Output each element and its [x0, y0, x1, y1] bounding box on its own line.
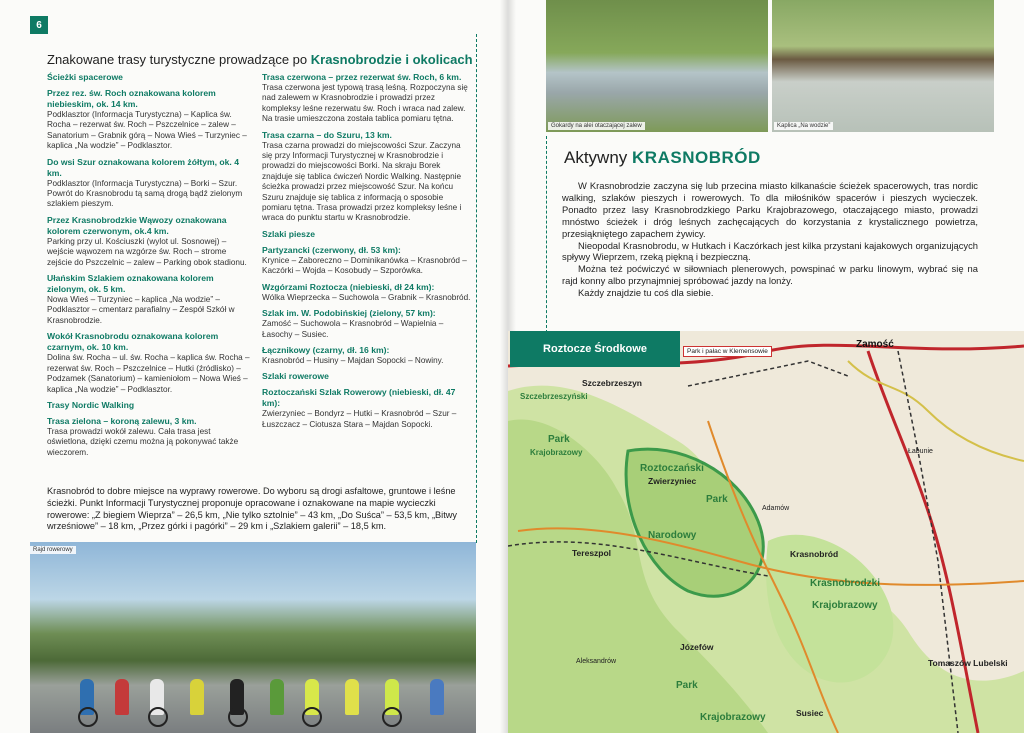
route-heading: Szlaki rowerowe	[262, 371, 329, 382]
rider-figure	[345, 679, 359, 715]
route-heading: Trasa czarna – do Szuru, 13 km.	[262, 129, 392, 140]
map-place: Krajobrazowy	[812, 600, 878, 611]
title-prefix: Aktywny	[564, 148, 633, 167]
bike-wheel	[78, 707, 98, 727]
photo-caption: Gokardy na alei otaczającej zalew	[548, 122, 645, 130]
title-highlight: Krasnobrodzie i okolicach	[310, 52, 473, 67]
route-description: Wólka Wieprzecka – Suchowola – Grabnik – Krasnobród.	[262, 292, 471, 302]
route-description: Zamość – Suchowola – Krasnobród – Wapielnia – Łasochy – Susiec.	[262, 319, 444, 339]
route-heading: Partyzancki (czerwony, dł. 53 km):	[262, 244, 401, 255]
route-description: Trasa czerwona jest typową trasą leśną. Rozpoczyna się nad zalewem w Krasnobrodzie i prowadzi przez kompleksy leśne rezerwatu św. Roch i wraca nad zalew. Na trasie umieszczona została tablica pomiaru tętna.	[262, 83, 468, 124]
route-heading: Ścieżki spacerowe	[47, 72, 123, 82]
map-place: Park	[676, 680, 698, 691]
map-place: Łabunie	[908, 448, 933, 455]
map-place: Krajobrazowy	[530, 448, 583, 457]
route-description: Krasnobród – Husiny – Majdan Sopocki – Nowiny.	[262, 355, 444, 365]
routes-column-2	[262, 72, 472, 434]
routes-column-1	[47, 72, 252, 462]
route-description: Podklasztor (Informacja Turystyczna) – Borki – Szur. Powrót do Krasnobrodu tą samą drogą bądź zielonym szlakiem pieszym.	[47, 178, 243, 209]
route-heading: Trasa zielona – koroną zalewu, 3 km.	[47, 415, 197, 426]
map-legend: Park i pałac w Klemensowie	[683, 346, 772, 357]
route-heading: Łącznikowy (czarny, dł. 16 km):	[262, 344, 390, 355]
paragraph: W Krasnobrodzie zaczyna się lub przecina miasto kilkanaście ścieżek spacerowych, tras nordic walking, szlaków pieszych i rowerowych. To dla miłośników spacerów i pieszych wycieczek. Ponadto przez lasy Krasnobrodzkiego Parku Krajobrazowego, otaczającego miasto, prowadzi mnóstwo ścieżek i dróg leśnych zachęcających do korzystania z krystalicznego powietrza, przesiąkniętego zapachem żywicy.	[562, 180, 978, 239]
map-place: Szczebrzeszyński	[520, 392, 588, 401]
route-description: Trasa czarna prowadzi do miejscowości Szur. Zaczyna się przy Informacji Turystycznej w Krasnobrodzie i prowadzi do miejscowości Borki. Na skraju Borek znajduje się tablica ćwiczeń Nordic Walking. Następnie ścieżka prowadzi przez miejscowość Szur. Na końcu Szuru znajduje się tablica z informacją o sposobie pomiaru tętna. Trasa prowadzi przez kompleksy leśne i wraca do punktu startu w Krasnobrodzie.	[262, 140, 462, 223]
route-heading: Wzgórzami Roztocza (niebieski, dł 24 km):	[262, 281, 435, 292]
map-place: Józefów	[680, 642, 714, 652]
map-place: Tereszpol	[572, 548, 612, 558]
chapel-on-water-photo	[772, 0, 994, 132]
bike-wheel	[228, 707, 248, 727]
route-heading: Wokół Krasnobrodu oznakowana kolorem czarnym, ok. 10 km.	[47, 331, 219, 353]
map-place: Zwierzyniec	[648, 476, 697, 486]
route-description: Podklasztor (Informacja Turystyczna) – Kaplica św. Rocha – rezerwat św. Roch – Pszczelnice – zalew – Sanatorium – Grabnik górą – Nowa Wieś – Turzyniec – kaplica „Na wodzie” – Podklasztor.	[47, 110, 247, 151]
map-place: Tomaszów Lubelski	[928, 658, 1008, 668]
route-description: Parking przy ul. Kościuszki (wylot ul. Sosnowej) – wejście wąwozem na wzgórze św. Roch – strome zejście do Pszczelnic – zalew – Parking obok stadionu.	[47, 236, 247, 267]
right-page-title	[564, 148, 761, 168]
bike-intro-paragraph: Krasnobród to dobre miejsce na wyprawy rowerowe. Do wyboru są drogi asfaltowe, gruntowe i leśne ścieżki. Punkt Informacji Turystycznej proponuje opracowane i oznakowane na mapie wycieczki rowerowe: „Z biegiem Wieprza” – 26,5 km, „Nie tylko sztolnie” – 43 km, „Do Suśca” – 53,5 km, „Bitwy wrześniowe” – 18 km, „Przez górki i pagórki” – 29 km i „Szlakiem galerii” – 18,5 km.	[47, 486, 457, 532]
map-place: Park	[706, 494, 728, 505]
paragraph: Można też poćwiczyć w siłowniach plenerowych, powspinać w parku linowym, wybrać się na rajd konny albo przynajmniej spróbować jazdy na lonży.	[562, 263, 978, 287]
route-heading: Trasy Nordic Walking	[47, 399, 135, 410]
map-place: Zamość	[856, 339, 894, 350]
photo-caption: Rajd rowerowy	[30, 546, 76, 554]
map-place: Krajobrazowy	[700, 712, 766, 723]
rider-figure	[270, 679, 284, 715]
map-place: Narodowy	[648, 530, 697, 541]
map-place: Szczebrzeszyn	[582, 378, 642, 388]
paragraph: Nieopodal Krasnobrodu, w Hutkach i Kaczórkach jest kilka przystani kajakowych organizujących spływy Wieprzem, rzeką piękną i bezpieczną.	[562, 239, 978, 263]
route-heading: Przez Krasnobrodzkie Wąwozy oznakowana kolorem czerwonym, ok.4 km.	[47, 214, 227, 236]
map-place: Aleksandrów	[576, 658, 617, 665]
route-heading: Do wsi Szur oznakowana kolorem żółtym, ok. 4 km.	[47, 156, 239, 178]
bike-wheel	[302, 707, 322, 727]
map-place: Adamów	[762, 505, 790, 512]
route-description: Zwierzyniec – Bondyrz – Hutki – Krasnobród – Szur – Łuszczacz – Ciotusza Stara – Majdan Sopocki.	[262, 409, 457, 429]
bike-wheel	[148, 707, 168, 727]
map-title-label: Roztocze Środkowe	[510, 331, 680, 367]
cycling-rally-photo	[30, 542, 476, 733]
bike-wheel	[382, 707, 402, 727]
map-place: Susiec	[796, 708, 824, 718]
route-heading: Przez rez. św. Roch oznakowana kolorem niebieskim, ok. 14 km.	[47, 88, 216, 109]
left-page-title	[47, 52, 473, 67]
map-place: Park	[548, 434, 570, 445]
paragraph: Każdy znajdzie tu coś dla siebie.	[578, 287, 714, 299]
page-number: 6	[30, 16, 48, 34]
route-heading: Roztoczański Szlak Rowerowy (niebieski, dł. 47 km):	[262, 387, 456, 409]
route-heading: Szlak im. W. Podobińskiej (zielony, 57 km):	[262, 308, 436, 319]
rider-figure	[430, 679, 444, 715]
route-heading: Szlaki piesze	[262, 228, 316, 239]
go-kart-alley-photo	[546, 0, 768, 132]
route-heading: Trasa czerwona – przez rezerwat św. Roch, 6 km.	[262, 72, 462, 82]
map-place: Krasnobród	[790, 549, 839, 559]
route-description: Dolina św. Rocha – ul. św. Rocha – kaplica św. Rocha – rezerwat św. Roch – Pszczelnice – Hutki (źródlisko) – Podzamek (Sanatorium) – kamieniołom – Nowa Wieś – kaplica „Na wodzie” – Podklasztor.	[47, 353, 250, 394]
rider-figure	[190, 679, 204, 715]
map-place: Roztoczański	[640, 463, 704, 474]
route-description: Krynice – Zaboreczno – Dominikanówka – Krasnobród – Kaczórki – Wojda – Kosobudy – Szporówka.	[262, 255, 467, 276]
title-prefix: Znakowane trasy turystyczne prowadzące po	[47, 52, 311, 67]
route-heading: Ułańskim Szlakiem oznakowana kolorem zielonym, ok. 5 km.	[47, 273, 214, 295]
rider-figure	[115, 679, 129, 715]
route-description: Nowa Wieś – Turzyniec – kaplica „Na wodzie” – Podklasztor – cmentarz parafialny – Zespół Szkół w Krasnobrodzie.	[47, 295, 235, 325]
photo-caption: Kaplica „Na wodzie”	[774, 122, 833, 130]
route-description: Trasa prowadzi wokół zalewu. Cała trasa jest oświetlona, dzięki czemu można ją pokonywać także wieczorem.	[47, 426, 239, 457]
title-highlight: KRASNOBRÓD	[632, 148, 761, 167]
map-place: Krasnobrodzki	[810, 578, 881, 589]
active-krasnobrod-text	[562, 180, 978, 299]
